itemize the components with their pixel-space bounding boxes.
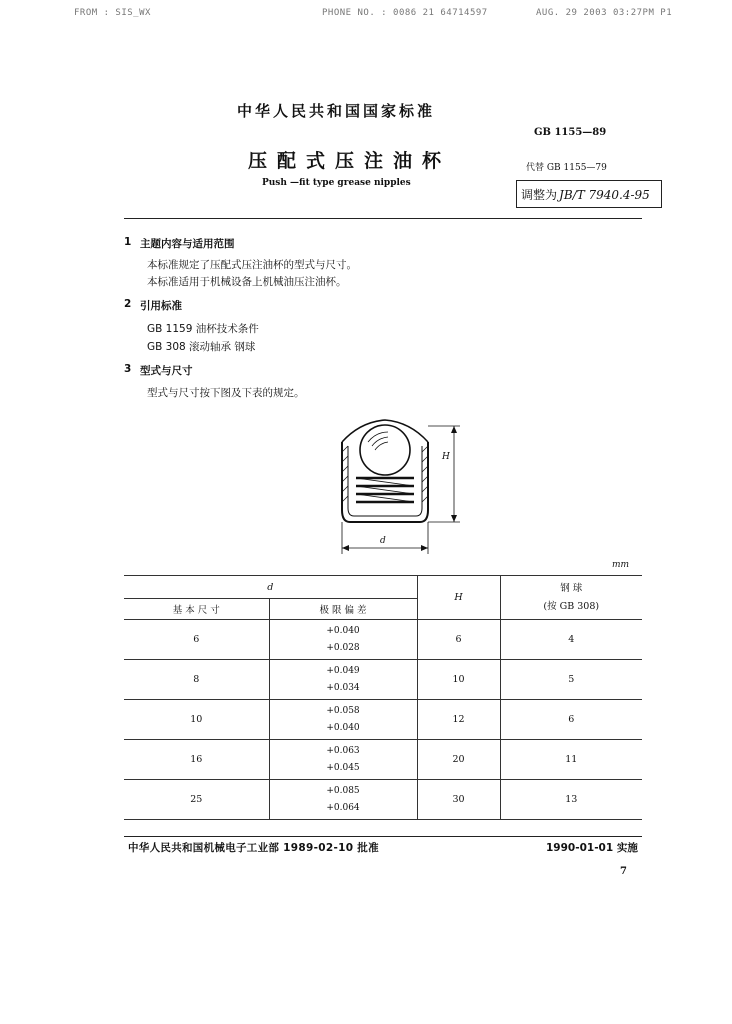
dim-d-label: d xyxy=(380,536,386,546)
adjustment-label: 调整为 xyxy=(521,188,558,202)
cell-limit xyxy=(269,660,417,700)
col-d-header: d xyxy=(124,576,417,599)
cell-limit xyxy=(269,700,417,740)
implementation-note: 1990-01-01 实施 xyxy=(546,842,638,854)
tol-lower: +0.040 xyxy=(326,722,360,733)
section-2-line-2: GB 308 滚动轴承 钢球 xyxy=(147,341,256,353)
cell-ball: 4 xyxy=(500,620,642,660)
cell-h: 20 xyxy=(417,740,500,780)
section-1-line-1: 本标准规定了压配式压注油杯的型式与尺寸。 xyxy=(147,259,357,271)
col-ball-header xyxy=(500,576,642,620)
cell-h: 12 xyxy=(417,700,500,740)
dim-h-label: H xyxy=(442,452,450,462)
col-limit-header: 极 限 偏 差 xyxy=(269,599,417,620)
col-ball-sub: (按 GB 308) xyxy=(543,600,600,612)
col-ball-title: 钢 球 xyxy=(560,582,583,594)
tol-lower: +0.064 xyxy=(326,802,360,813)
section-2-number: 2 xyxy=(124,298,132,310)
section-3-line-1: 型式与尺寸按下图及下表的规定。 xyxy=(147,387,305,399)
fax-date: AUG. 29 2003 03:27PM P1 xyxy=(536,8,673,18)
table-row xyxy=(124,660,642,700)
tol-upper: +0.049 xyxy=(326,665,360,676)
section-1-number: 1 xyxy=(124,236,132,248)
fax-phone: PHONE NO. : 0086 21 64714597 xyxy=(322,8,488,18)
grease-nipple-drawing xyxy=(320,410,470,560)
adjustment-handwritten: JB/T 7940.4-95 xyxy=(559,188,650,202)
tol-lower: +0.034 xyxy=(326,682,360,693)
cell-basic: 8 xyxy=(124,660,269,700)
tol-upper: +0.063 xyxy=(326,745,360,756)
col-h-header: H xyxy=(417,576,500,620)
cell-limit xyxy=(269,620,417,660)
tol-upper: +0.085 xyxy=(326,785,360,796)
cell-ball: 13 xyxy=(500,780,642,820)
standard-body: 中华人民共和国国家标准 xyxy=(236,102,435,120)
cell-ball: 6 xyxy=(500,700,642,740)
english-title: Push —fit type grease nipples xyxy=(262,178,411,188)
section-3-heading: 型式与尺寸 xyxy=(140,365,193,377)
replaces-note: 代替 GB 1155—79 xyxy=(526,163,607,173)
cell-ball: 11 xyxy=(500,740,642,780)
cell-h: 30 xyxy=(417,780,500,820)
page-title: 压配式压注油杯 xyxy=(248,150,452,172)
cell-basic: 16 xyxy=(124,740,269,780)
fax-from: FROM : SIS_WX xyxy=(74,8,151,18)
cell-limit xyxy=(269,740,417,780)
table-row xyxy=(124,620,642,660)
footer-rule xyxy=(124,836,642,837)
page-number: 7 xyxy=(620,866,627,877)
dimension-table xyxy=(124,575,642,820)
cell-basic: 10 xyxy=(124,700,269,740)
cell-h: 6 xyxy=(417,620,500,660)
unit-label: mm xyxy=(612,560,630,570)
cell-ball: 5 xyxy=(500,660,642,700)
standard-number: GB 1155—89 xyxy=(534,127,607,138)
header-rule xyxy=(124,218,642,219)
cell-basic: 25 xyxy=(124,780,269,820)
cell-basic: 6 xyxy=(124,620,269,660)
cell-limit xyxy=(269,780,417,820)
tol-upper: +0.058 xyxy=(326,705,360,716)
adjustment-stamp xyxy=(516,180,662,208)
table-row xyxy=(124,780,642,820)
section-1-heading: 主题内容与适用范围 xyxy=(140,238,235,250)
section-2-line-1: GB 1159 油杯技术条件 xyxy=(147,323,259,335)
tol-upper: +0.040 xyxy=(326,625,360,636)
approval-note: 中华人民共和国机械电子工业部 1989-02-10 批准 xyxy=(128,842,379,854)
table-row xyxy=(124,700,642,740)
table-row xyxy=(124,740,642,780)
tol-lower: +0.028 xyxy=(326,642,360,653)
section-1-line-2: 本标准适用于机械设备上机械油压注油杯。 xyxy=(147,276,347,288)
section-3-number: 3 xyxy=(124,363,132,375)
cell-h: 10 xyxy=(417,660,500,700)
col-basic-header: 基 本 尺 寸 xyxy=(124,599,269,620)
tol-lower: +0.045 xyxy=(326,762,360,773)
section-2-heading: 引用标准 xyxy=(140,300,182,312)
